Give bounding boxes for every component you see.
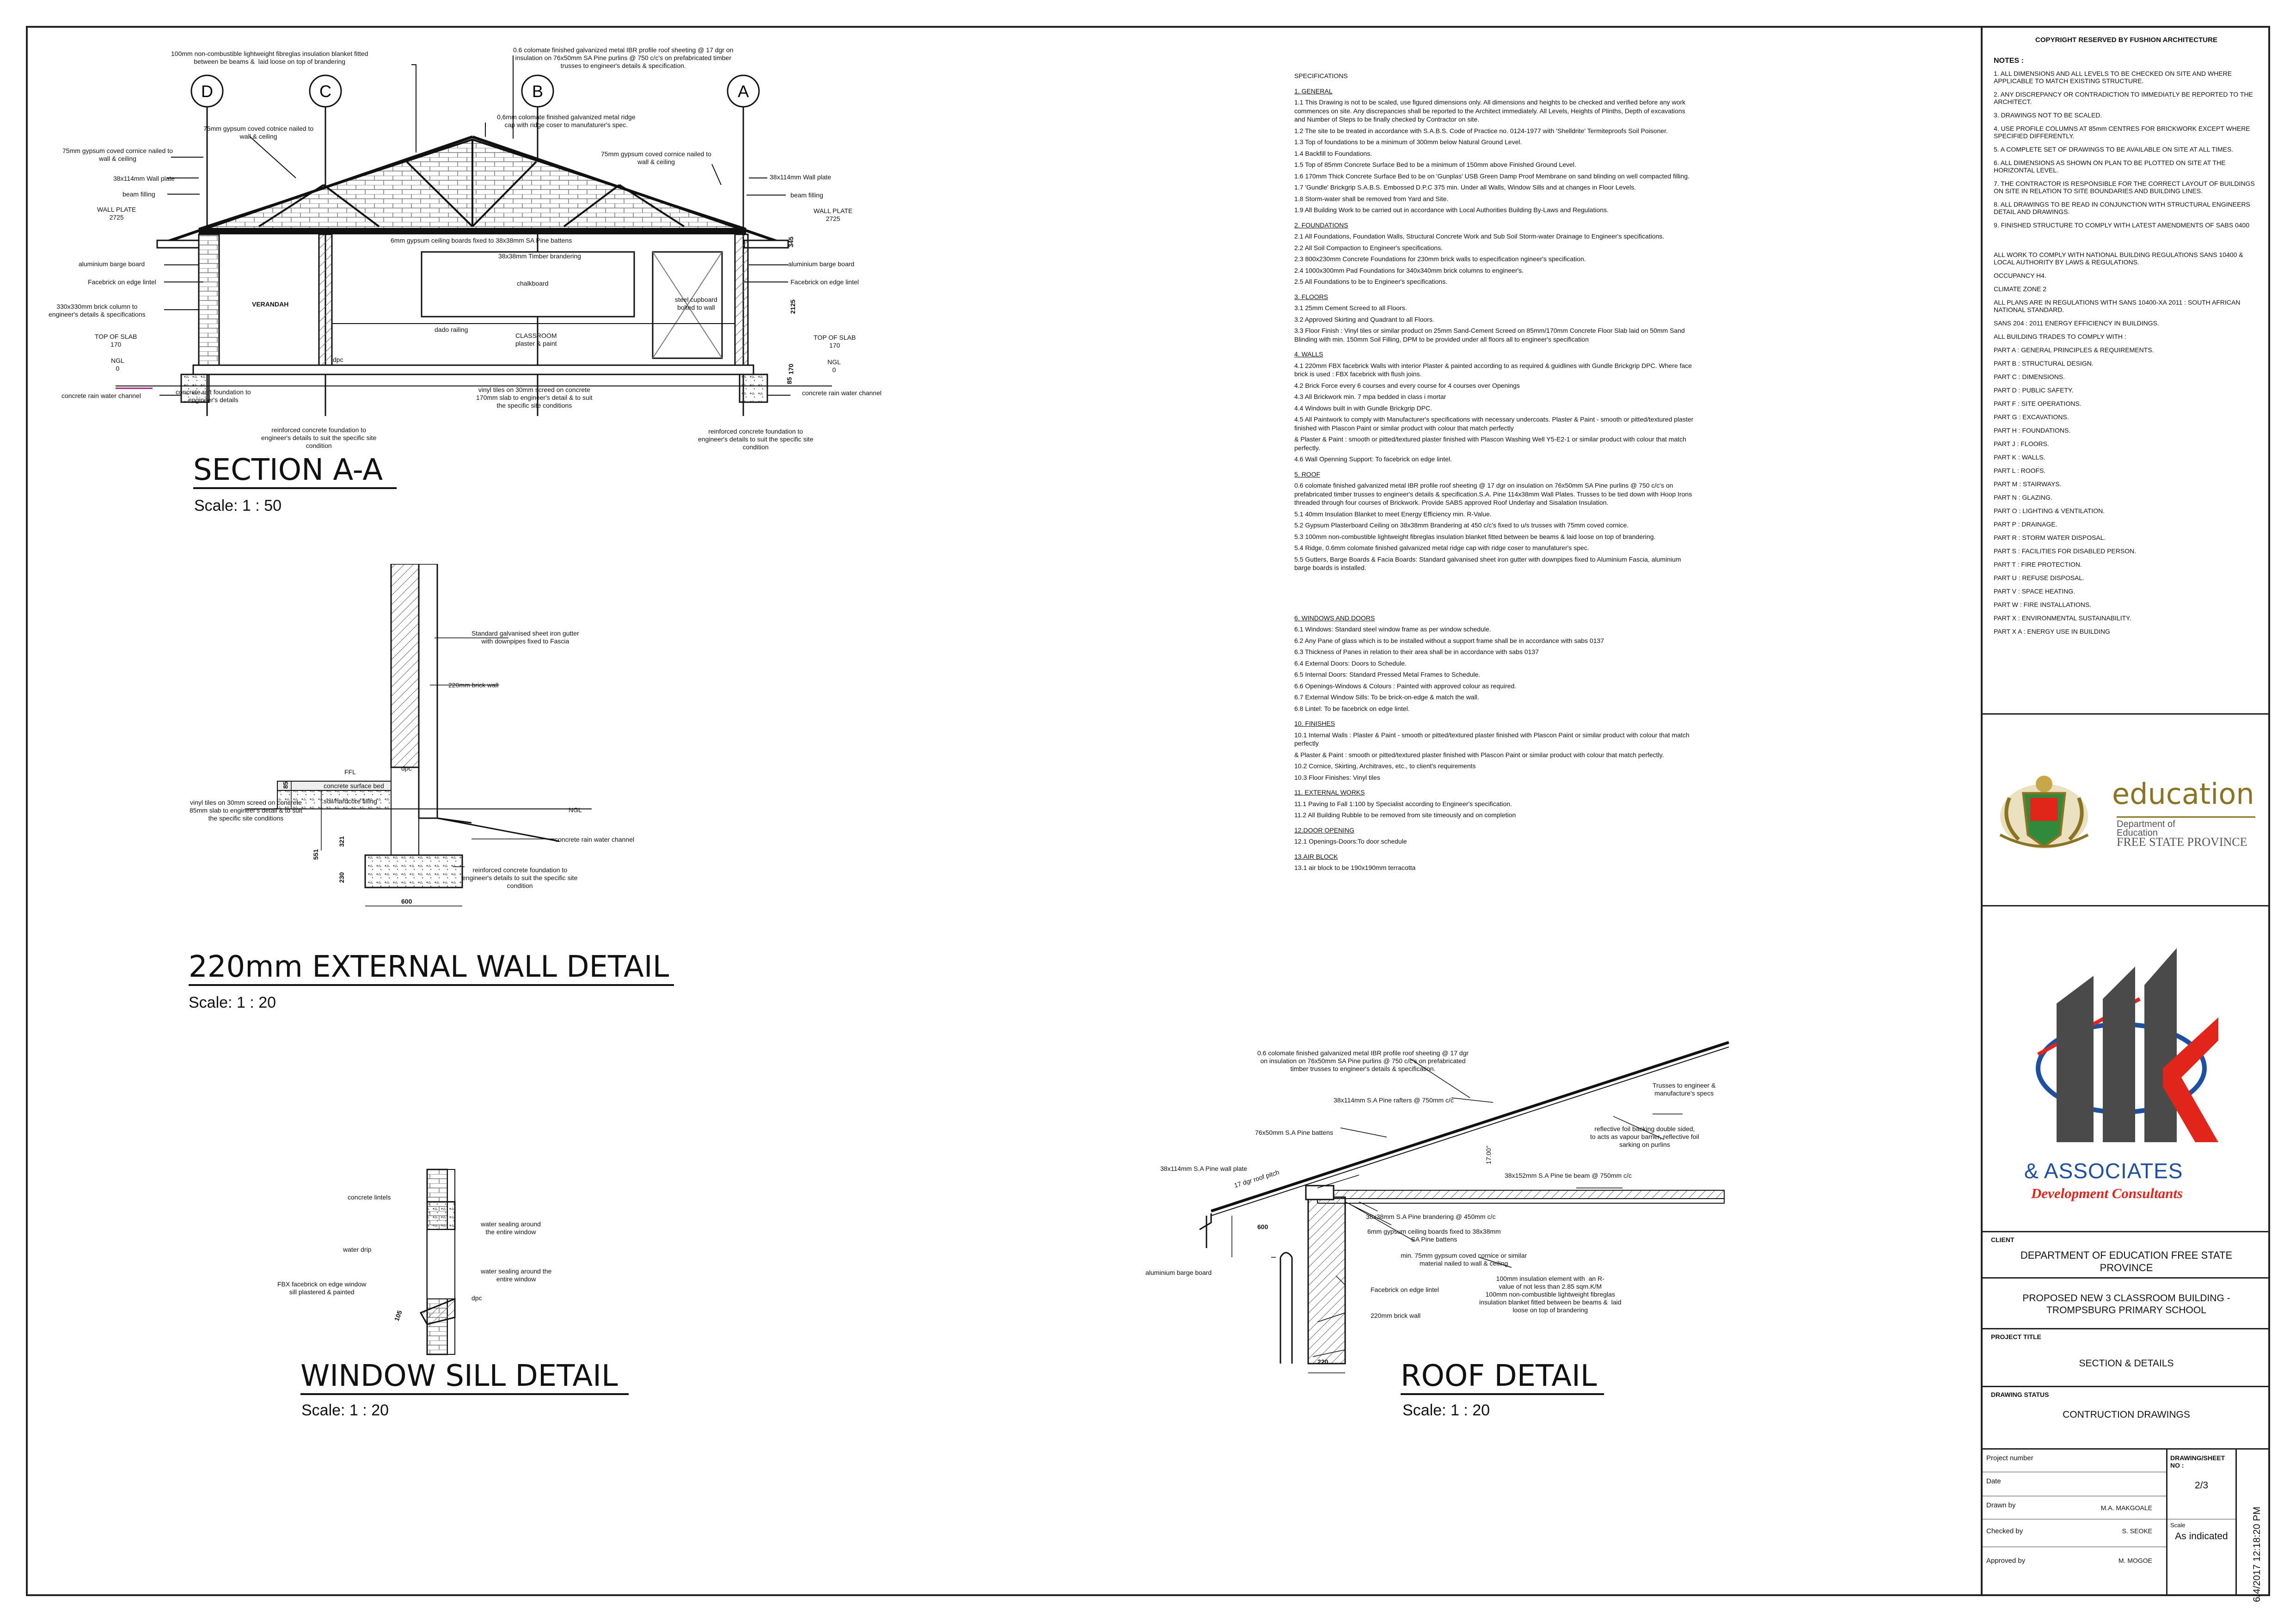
spec-item: 10.2 Cornice, Skirting, Architraves, etc., to client's requirements (1294, 762, 1476, 770)
roof-dim-600: 600 (1257, 1223, 1268, 1230)
project-number-label: Project number (1986, 1454, 2033, 1462)
checked-by-label: Checked by (1986, 1527, 2023, 1535)
project-section (1983, 1279, 2270, 1329)
education-logo-section (1983, 715, 2270, 906)
wall-label-surface-bed: concrete surface bed (324, 782, 384, 790)
dim-170: 170 (787, 363, 795, 375)
label-raft-foundation: concrete raft foundation to engineer's details (176, 388, 251, 404)
note-item: CLIMATE ZONE 2 (1994, 285, 2047, 293)
spec-item: 6.2 Any Pane of glass which is to be installed without a support frame shall be in accordance with sabs 0137 (1294, 637, 1604, 644)
note-item: PART R : STORM WATER DISPOSAL. (1994, 534, 2106, 541)
note-item: PART L : ROOFS. (1994, 467, 2046, 474)
info-grid (1983, 1450, 2270, 1602)
label-wall-plate-right: 38x114mm Wall plate (770, 173, 832, 181)
spec-section-title: 1. GENERAL (1294, 87, 1333, 95)
note-item: PART V : SPACE HEATING. (1994, 588, 2076, 595)
sill-detail-scale: Scale: 1 : 20 (301, 1402, 389, 1419)
scale-label: Scale (2170, 1522, 2186, 1529)
spec-item: 11.2 All Building Rubble to be removed from site timeously and on completion (1294, 811, 1516, 819)
spec-section-title: 13.AIR BLOCK (1294, 852, 1338, 860)
roof-label-cornice: min. 75mm gypsum coved cornice or similar material nailed to wall & ceiling (1401, 1252, 1527, 1267)
spec-item: 1.6 170mm Thick Concrete Surface Bed to be on 'Gunplas' USB Green Damp Proof Membrane on sand blinding on well compacted filling. (1294, 172, 1690, 180)
label-foundation-mid: reinforced concrete foundation to engineer's details to suit the specific site condition (261, 426, 377, 449)
label-top-of-slab-right: TOP OF SLAB 170 (814, 334, 856, 349)
spec-section-title: 2. FOUNDATIONS (1294, 221, 1348, 229)
spec-item: 1.8 Storm-water shall be removed from Yard and Site. (1294, 195, 1449, 202)
roof-label-tie-beam: 38x152mm S.A Pine tie beam @ 750mm c/c (1505, 1172, 1632, 1179)
wall-label-hardcore: soil/hardcore filling (324, 797, 377, 805)
label-wall-plate-left: 38x114mm Wall plate (113, 175, 175, 182)
note-item: PART A : GENERAL PRINCIPLES & REQUIREMENTS. (1994, 346, 2154, 354)
spec-item: 5.1 40mm Insulation Blanket to meet Energy Efficiency min. R-Value. (1294, 510, 1492, 518)
note-item: PART G : EXCAVATIONS. (1994, 413, 2069, 421)
sill-label-drip: water drip (343, 1246, 372, 1253)
approved-by-value: M. MOGOE (2118, 1557, 2152, 1564)
label-roof-sheeting: 0.6 colomate finished galvanized metal IBR profile roof sheeting @ 17 dgr on insulation on 76x50mm SA Pine purlins @ 750 c/c's on prefabricated timber trusses to engineer's details & specification. (513, 46, 734, 69)
copyright-notice: COPYRIGHT RESERVED BY FUSHION ARCHITECTURE (2035, 36, 2217, 44)
wall-label-rain-channel: concrete rain water channel (555, 836, 634, 843)
dim-345: 345 (787, 236, 795, 248)
roof-label-sheeting: 0.6 colomate finished galvanized metal IBR profile roof sheeting @ 17 dgr on insulation on 76x50mm SA Pine purlins @ 750 c/c's on prefabricated timber trusses to engineer's details & specification. (1257, 1049, 1469, 1072)
approved-by-label: Approved by (1986, 1557, 2026, 1565)
grid-labels (201, 82, 749, 101)
client-value: DEPARTMENT OF EDUCATION FREE STATE PROVINCE (2020, 1249, 2233, 1273)
roof-label-rafters: 38x114mm S.A Pine rafters @ 750mm c/c (1334, 1096, 1454, 1104)
label-dado-railing: dado railing (435, 326, 468, 333)
wall-label-gutter: Standard galvanised sheet iron gutter with downpipes fixed to Fascia (471, 630, 579, 645)
spec-item: 1.1 This Drawing is not to be scaled, use figured dimensions only. All dimensions and heights to be checked and verified before any work commences on site. Any discrepancies shall be reported to the Architect immediately. All Levels, Heights of Plinths, Depth of excavations and Number of Steps to be finally checked by Contractor on site. (1294, 98, 1686, 123)
spec-section-title: 3. FLOORS (1294, 293, 1329, 300)
note-item: 4. USE PROFILE COLUMNS AT 85mm CENTRES FOR BRICKWORK EXCEPT WHERE SPECIFIED DIFFERENTLY. (1994, 125, 2250, 140)
note-item: PART U : REFUSE DISPOSAL. (1994, 574, 2085, 581)
spec-section-title: 11. EXTERNAL WORKS (1294, 789, 1365, 796)
roof-label-foil: reflective foil backing double sided, to acts as vapour barrier, reflective foil sarking on purlins (1590, 1125, 1699, 1148)
consultant-logo-section (1983, 906, 2270, 1232)
label-wall-plate-level-left: WALL PLATE 2725 (97, 206, 136, 221)
dim-2125: 2125 (789, 299, 797, 314)
spec-item: 6.1 Windows: Standard steel window frame as per window schedule. (1294, 625, 1491, 633)
wall-label-ngl: NGL (569, 806, 582, 814)
sill-label-lintels: concrete lintels (348, 1194, 391, 1201)
label-verandah: VERANDAH (252, 300, 289, 308)
sill-label-dpc: dpc (471, 1294, 482, 1302)
label-barge-left: aluminium barge board (79, 260, 145, 268)
note-item: PART J : FLOORS. (1994, 440, 2049, 447)
grid-label-d: D (201, 82, 213, 101)
wall-detail-title: 220mm EXTERNAL WALL DETAIL (189, 950, 674, 986)
spec-item: 5.4 Ridge, 0.6mm colomate finished galvanized metal ridge cap with ridge coser to manufaturer's spec. (1294, 544, 1589, 551)
wall-label-vinyl: vinyl tiles on 30mm screed on concrete 85mm slab to engineer's detail & to suit the specific site conditions (190, 799, 302, 822)
note-item: ALL WORK TO COMPLY WITH NATIONAL BUILDING REGULATIONS SANS 10400 & LOCAL AUTHORITY BY LAWS & REGULATIONS. (1994, 251, 2243, 266)
sill-label-fbx: FBX facebrick on edge window sill plastered & painted (277, 1280, 367, 1296)
spec-item: & Plaster & Paint : smooth or pitted/textured plaster finished with Plascon Paint or similar product with colour that match perfectly. (1294, 751, 1664, 759)
roof-label-angle: 17.00° (1484, 1145, 1492, 1164)
sill-label-sealing-bottom: water sealing around the entire window (481, 1267, 552, 1283)
spec-item: 4.3 All Brickwork min. 7 mpa bedded in class i mortar (1294, 393, 1446, 400)
label-brick-column: 330x330mm brick column to engineer's details & specifications (49, 303, 146, 318)
roof-label-wall-plate: 38x114mm S.A Pine wall plate (1160, 1165, 1248, 1172)
spec-section-title: 6. WINDOWS AND DOORS (1294, 614, 1375, 622)
wall-label-ffl: FFL (344, 768, 356, 776)
label-top-of-slab-left: TOP OF SLAB 170 (95, 333, 137, 348)
specifications-panel (1294, 72, 1696, 875)
drawn-by-label: Drawn by (1986, 1501, 2016, 1509)
section-aa-title: SECTION A-A (193, 453, 397, 489)
mk-associates-text: & ASSOCIATES (2024, 1159, 2183, 1183)
education-divider (2117, 816, 2255, 818)
spec-item: 1.2 The site to be treated in accordance with S.A.B.S. Code of Practice no. 0124-1977 with 'Shelldrite' Termiteproofs Soil Poisoner. (1294, 127, 1668, 135)
label-barge-right: aluminium barge board (788, 260, 855, 268)
spec-item: 4.2 Brick Force every 6 courses and every course for 4 courses over Openings (1294, 381, 1520, 389)
label-brandering: 38x38mm Timber brandering (498, 252, 581, 260)
drawn-by-value: M.A. MAKGOALE (2100, 1504, 2152, 1512)
spec-item: 2.4 1000x300mm Pad Foundations for 340x340mm brick columns to engineer's. (1294, 266, 1524, 274)
spec-item: 6.3 Thickness of Panes in relation to their area shall be in accordance with sabs 0137 (1294, 648, 1539, 655)
note-item: PART X A : ENERGY USE IN BUILDING (1994, 628, 2110, 635)
wall-dim-230: 230 (338, 872, 346, 883)
spec-section-title: 10. FINISHES (1294, 720, 1335, 727)
spec-item: 1.4 Backfill to Foundations. (1294, 149, 1372, 157)
timestamp-text: 6/4/2017 12:18:20 PM (2252, 1506, 2262, 1602)
spec-item: 6.6 Openings-Windows & Colours : Painted with approved colour as required. (1294, 682, 1517, 690)
grid-label-a: A (737, 82, 749, 101)
scale-value: As indicated (2175, 1531, 2228, 1542)
roof-detail-title: ROOF DETAIL (1401, 1359, 1604, 1395)
wall-dim-551: 551 (312, 849, 320, 860)
note-item: OCCUPANCY H4. (1994, 272, 2046, 279)
label-rain-channel-right: concrete rain water channel (802, 389, 882, 397)
education-line-2: Education (2117, 828, 2158, 838)
label-ceiling-boards: 6mm gypsum ceiling boards fixed to 38x38mm SA Pine battens (391, 237, 572, 244)
sheet-label: DRAWING/SHEET NO : (2170, 1454, 2225, 1469)
drawing-status-label: DRAWING STATUS (1991, 1391, 2049, 1398)
spec-gap (1294, 575, 1696, 607)
note-item: PART P : DRAINAGE. (1994, 520, 2057, 528)
note-item: PART W : FIRE INSTALLATIONS. (1994, 601, 2092, 608)
spec-item: 3.3 Floor Finish : Vinyl tiles or similar product on 25mm Sand-Cement Screed on 85mm/170mm Concrete Floor Slab laid on 50mm Sand Blinding with min. 150mm Soil Filling, DPM to be provided under all floors all to engineer's specification (1294, 327, 1685, 343)
education-province: FREE STATE PROVINCE (2117, 835, 2247, 849)
education-line-1: Department of (2117, 819, 2175, 829)
roof-label-brick-wall: 220mm brick wall (1371, 1312, 1421, 1319)
note-item: 2. ANY DISCREPANCY OR CONTRADICTION TO IMMEDIATLY BE REPORTED TO THE ARCHITECT. (1994, 91, 2253, 105)
checked-by-value: S. SEOKE (2122, 1527, 2152, 1535)
wall-label-foundation: reinforced concrete foundation to engineer's details to suit the specific site condition (462, 866, 578, 889)
spec-item: 1.9 All Building Work to be carried out in accordance with Local Authorities Building By-Laws and Regulations. (1294, 206, 1609, 214)
label-facebrick-left: Facebrick on edge lintel (88, 278, 156, 286)
label-cornice-left-top: 75mm gypsum coved cotnice nailed to wall & ceiling (203, 125, 314, 140)
note-item: PART H : FOUNDATIONS. (1994, 427, 2071, 434)
spec-item: 5.3 100mm non-combustible lightweight fibreglas insulation blanket fitted between be beams & laid loose on top of brandering. (1294, 533, 1656, 540)
spec-item: 6.4 External Doors: Doors to Schedule. (1294, 659, 1407, 667)
label-steel-cupboard: steel cupboard bolted to wall (675, 296, 717, 311)
label-wall-plate-level-right: WALL PLATE 2725 (814, 207, 853, 222)
label-cornice-right: 75mm gypsum coved cornice nailed to wall & ceiling (601, 150, 711, 165)
dim-85: 85 (785, 377, 793, 385)
info-right-column (2167, 1450, 2237, 1596)
title-block (1981, 26, 2270, 1602)
roof-detail-scale: Scale: 1 : 20 (1402, 1402, 1490, 1419)
project-title-label: PROJECT TITLE (1991, 1333, 2041, 1340)
note-item: PART T : FIRE PROTECTION. (1994, 561, 2082, 568)
note-item: PART O : LIGHTING & VENTILATION. (1994, 507, 2105, 514)
label-cornice-left: 75mm gypsum coved cornice nailed to wall & ceiling (62, 147, 173, 162)
roof-label-facebrick: Facebrick on edge lintel (1371, 1286, 1439, 1293)
section-aa-scale: Scale: 1 : 50 (194, 497, 282, 514)
label-facebrick-right: Facebrick on edge lintel (790, 278, 859, 286)
label-rain-channel-left: concrete rain water channel (61, 392, 141, 399)
grid-label-c: C (319, 82, 331, 101)
sill-label-sealing-top: water sealing around the entire window (481, 1220, 541, 1236)
spec-item: 0.6 colomate finished galvanized metal IBR profile roof sheeting @ 17 dgr on insulation on 76x50mm SA Pine purlins @ 750 c/c's on prefabricated timber trusses to engineer's details & specification.S.A. Pine 114x38mm Wall Plates. Trusses to be tied down with Hoop Irons threaded through four courses of Brickwork. Provide SABS approved Roof Underlay and Sisalation Insulation. (1294, 482, 1692, 506)
mk-consultants-text: Development Consultants (2031, 1185, 2183, 1201)
spec-item: 2.5 All Foundations to be to Engineer's specifications. (1294, 278, 1448, 285)
spec-item: 6.5 Internal Doors: Standard Pressed Metal Frames to Schedule. (1294, 671, 1481, 678)
note-item: PART K : WALLS. (1994, 453, 2045, 461)
education-word: education (2112, 777, 2254, 811)
spec-section-title: 4. WALLS (1294, 350, 1323, 358)
note-item: 6. ALL DIMENSIONS AS SHOWN ON PLAN TO BE PLOTTED ON SITE AT THE HORIZONTAL LEVEL. (1994, 159, 2226, 174)
roof-dim-220: 220 (1317, 1358, 1329, 1365)
note-item: PART S : FACILITIES FOR DISABLED PERSON. (1994, 547, 2137, 555)
project-value: PROPOSED NEW 3 CLASSROOM BUILDING - TROMPSBURG PRIMARY SCHOOL (2022, 1293, 2230, 1316)
note-item: 1. ALL DIMENSIONS AND ALL LEVELS TO BE CHECKED ON SITE AND WHERE APPLICABLE TO MATCH EXISTING STRUCTURE. (1994, 70, 2232, 85)
note-item: PART F : SITE OPERATIONS. (1994, 400, 2082, 407)
wall-dim-321: 321 (338, 836, 346, 847)
spec-item: 10.1 Internal Walls : Plaster & Paint - smooth or pitted/textured plaster finished with Plascon Paint or similar product with colour that match perfectly (1294, 731, 1690, 747)
sill-dim-105: 105 (392, 1309, 404, 1322)
spec-item: 6.8 Lintel: To be facebrick on edge lintel. (1294, 704, 1410, 712)
label-insulation-blanket: 100mm non-combustible lightweight fibreglas insulation blanket fitted between be beams & laid loose on top of brandering (171, 50, 368, 65)
spec-item: 2.2 All Soil Compaction to Engineer's specifications. (1294, 244, 1443, 251)
label-beam-filling-right: beam filling (790, 191, 823, 199)
spec-item: 2.1 All Foundations, Foundation Walls, Structural Concrete Work and Sub Soil Storm-water Drainage to Engineer's specifications. (1294, 233, 1665, 240)
roof-label-ceiling: 6mm gypsum ceiling boards fixed to 38x38mm SA Pine battens (1367, 1228, 1501, 1243)
note-item: PART X : ENVIRONMENTAL SUSTAINABILITY. (1994, 614, 2131, 622)
spec-item: 1.3 Top of foundations to be a minimum of 300mm below Natural Ground Level. (1294, 138, 1522, 146)
drawing-status-value: CONTRUCTION DRAWINGS (2063, 1409, 2190, 1420)
spec-item: 2.3 800x230mm Concrete Foundations for 230mm brick walls to especification ngineer's specification. (1294, 255, 1586, 263)
label-ridge-cap: 0,6mm colomate finished galvanized metal ridge cap with ridge coser to manufaturer's spec. (497, 113, 636, 129)
spec-item: 5.2 Gypsum Plasterboard Ceiling on 38x38mm Brandering at 450 c/c's fixed to u/s trusses with 75mm coved cornice. (1294, 521, 1629, 529)
note-item: 5. A COMPLETE SET OF DRAWINGS TO BE AVAILABLE ON SITE AT ALL TIMES. (1994, 146, 2234, 153)
client-label: CLIENT (1991, 1236, 2014, 1243)
spec-item: 6.7 External Window Sills: To be brick-on-edge & match the wall. (1294, 693, 1479, 701)
note-item: PART M : STAIRWAYS. (1994, 480, 2062, 488)
spec-item: 11.1 Paving to Fall 1:100 by Specialist according to Engineer's specification. (1294, 800, 1512, 808)
coat-of-arms-logo (1991, 765, 2097, 858)
education-department (2117, 819, 2247, 849)
spec-item: 1.7 'Gundle' Brickgrip S.A.B.S. Embossed D.P.C 375 min. Under all Walls, Window Sills and at changes in Floor Levels. (1294, 184, 1636, 191)
spec-item: 13.1 air block to be 190x190mm terracotta (1294, 864, 1416, 871)
note-item: PART B : STRUCTURAL DESIGN. (1994, 360, 2094, 367)
roof-label-insulation: 100mm insulation element with an R- value of not less than 2.85 sqm.K/M 100mm non-combustible lightweight fibreglas insulation blanket fitted between be beams & laid loose on top of brandering (1479, 1275, 1622, 1314)
spec-item: 5.5 Gutters, Barge Boards & Facia Boards: Standard galvanised sheet iron gutter with downpipes fixed to Aluminium Fascia, aluminium barge boards is installed. (1294, 555, 1681, 571)
note-item: SANS 204 : 2011 ENERGY EFFICIENCY IN BUILDINGS. (1994, 319, 2159, 327)
spec-item: & Plaster & Paint : smooth or pitted/textured plaster finished with Plascon Washing Well Y5-E2-1 or similar product with colour that match perfectly. (1294, 435, 1686, 452)
sill-detail-title: WINDOW SILL DETAIL (300, 1359, 629, 1395)
client-section (1983, 1232, 2270, 1279)
spec-item: 4.6 Wall Openning Support: To facebrick on edge lintel. (1294, 455, 1452, 463)
spec-item: 1.5 Top of 85mm Concrete Surface Bed to be a minimum of 150mm above Finished Ground Level. (1294, 161, 1576, 168)
notes-heading: NOTES : (1994, 57, 2024, 65)
note-item: ALL BUILDING TRADES TO COMPLY WITH : (1994, 333, 2126, 340)
note-item: PART C : DIMENSIONS. (1994, 373, 2065, 380)
roof-label-pitch: 17 dgr roof pitch (1233, 1168, 1280, 1189)
notes-section (1983, 26, 2270, 715)
spec-item: 12.1 Openings-Doors:To door schedule (1294, 838, 1407, 845)
notes-list (1983, 70, 2270, 635)
spec-section-title: 12.DOOR OPENING (1294, 826, 1354, 834)
project-title-value: SECTION & DETAILS (2079, 1358, 2174, 1369)
sill-detail-drawing (407, 1165, 499, 1359)
section-aa-building (116, 234, 832, 402)
project-title-section (1983, 1329, 2270, 1387)
note-item: 9. FINISHED STRUCTURE TO COMPLY WITH LATEST AMENDMENTS OF SABS 0400 (1994, 221, 2250, 229)
spec-item: 10.3 Floor Finishes: Vinyl tiles (1294, 773, 1380, 781)
label-beam-filling-left: beam filling (122, 190, 155, 198)
wall-dim-600: 600 (401, 898, 412, 905)
date-label: Date (1986, 1477, 2001, 1485)
mk-associates-logo (2024, 948, 2228, 1165)
wall-dim-85: 85 (282, 781, 289, 789)
drawing-status-section (1983, 1387, 2270, 1450)
spec-sections (1294, 87, 1696, 872)
note-item: PART D : PUBLIC SAFETY. (1994, 386, 2074, 394)
note-item: 7. THE CONTRACTOR IS RESPONSIBLE FOR THE CORRECT LAYOUT OF BUILDINGS ON SITE IN RELATION TO SITE BOUNDARIES AND BUILDING LINES. (1994, 180, 2255, 195)
sheet-value: 2/3 (2194, 1480, 2209, 1491)
wall-label-dpc: dpc (401, 765, 412, 772)
spec-item: 4.5 All Paintwork to comply with Manufacturer's specifications with necessary undercoats. Plaster & Paint - smooth or pitted/textured plaster finished with Plascon Paint or similar product with colour that match perfectly (1294, 416, 1694, 432)
label-chalkboard: chalkboard (517, 280, 549, 287)
label-foundation-right: reinforced concrete foundation to engineer's details to suit the specific site condition (698, 428, 814, 451)
roof-label-barge: aluminium barge board (1145, 1269, 1212, 1276)
wall-detail-scale: Scale: 1 : 20 (189, 994, 276, 1011)
label-vinyl-tiles: vinyl tiles on 30mm screed on concrete 170mm slab to engineer's detail & to suit the specific site conditions (476, 386, 593, 409)
note-item: 3. DRAWINGS NOT TO BE SCALED. (1994, 111, 2102, 119)
roof-label-battens: 76x50mm S.A Pine battens (1255, 1129, 1333, 1136)
label-ngl-right: NGL 0 (827, 358, 841, 373)
roof-label-brandering: 38x38mm S.A Pine brandering @ 450mm c/c (1366, 1213, 1496, 1220)
note-item: 8. ALL DRAWINGS TO BE READ IN CONJUNCTION WITH STRUCTURAL ENGINEERS DETAIL AND DRAWINGS. (1994, 201, 2250, 215)
roof-label-trusses: Trusses to engineer & manufacture's specs (1653, 1082, 1716, 1097)
label-dpc: dpc (333, 356, 343, 363)
spec-item: 3.2 Approved Skirting and Quadrant to all Floors. (1294, 315, 1434, 323)
spec-item: 3.1 25mm Cement Screed to all Floors. (1294, 304, 1407, 312)
note-item: ALL PLANS ARE IN REGULATIONS WITH SANS 10400-XA 2011 : SOUTH AFRICAN NATIONAL STANDARD. (1994, 299, 2241, 313)
info-left-column (1983, 1450, 2167, 1596)
label-ngl-left: NGL 0 (111, 357, 124, 372)
wall-label-brick: 220mm brick wall (448, 681, 499, 689)
note-item: PART N : GLAZING. (1994, 494, 2052, 501)
spec-item: 4.4 Windows built in with Gundle Brickgrip DPC. (1294, 404, 1433, 412)
spec-heading: SPECIFICATIONS (1294, 72, 1348, 80)
spec-item: 4.1 220mm FBX facebrick Walls with interior Plaster & painted according to as required & guidlines with Gundle Brickgrip DPC. Where face brick is used : FBX facebrick with flush joins. (1294, 361, 1692, 378)
spec-section-title: 5. ROOF (1294, 470, 1321, 478)
grid-label-b: B (532, 82, 544, 101)
label-classroom: CLASSROOM plaster & paint (515, 332, 557, 347)
